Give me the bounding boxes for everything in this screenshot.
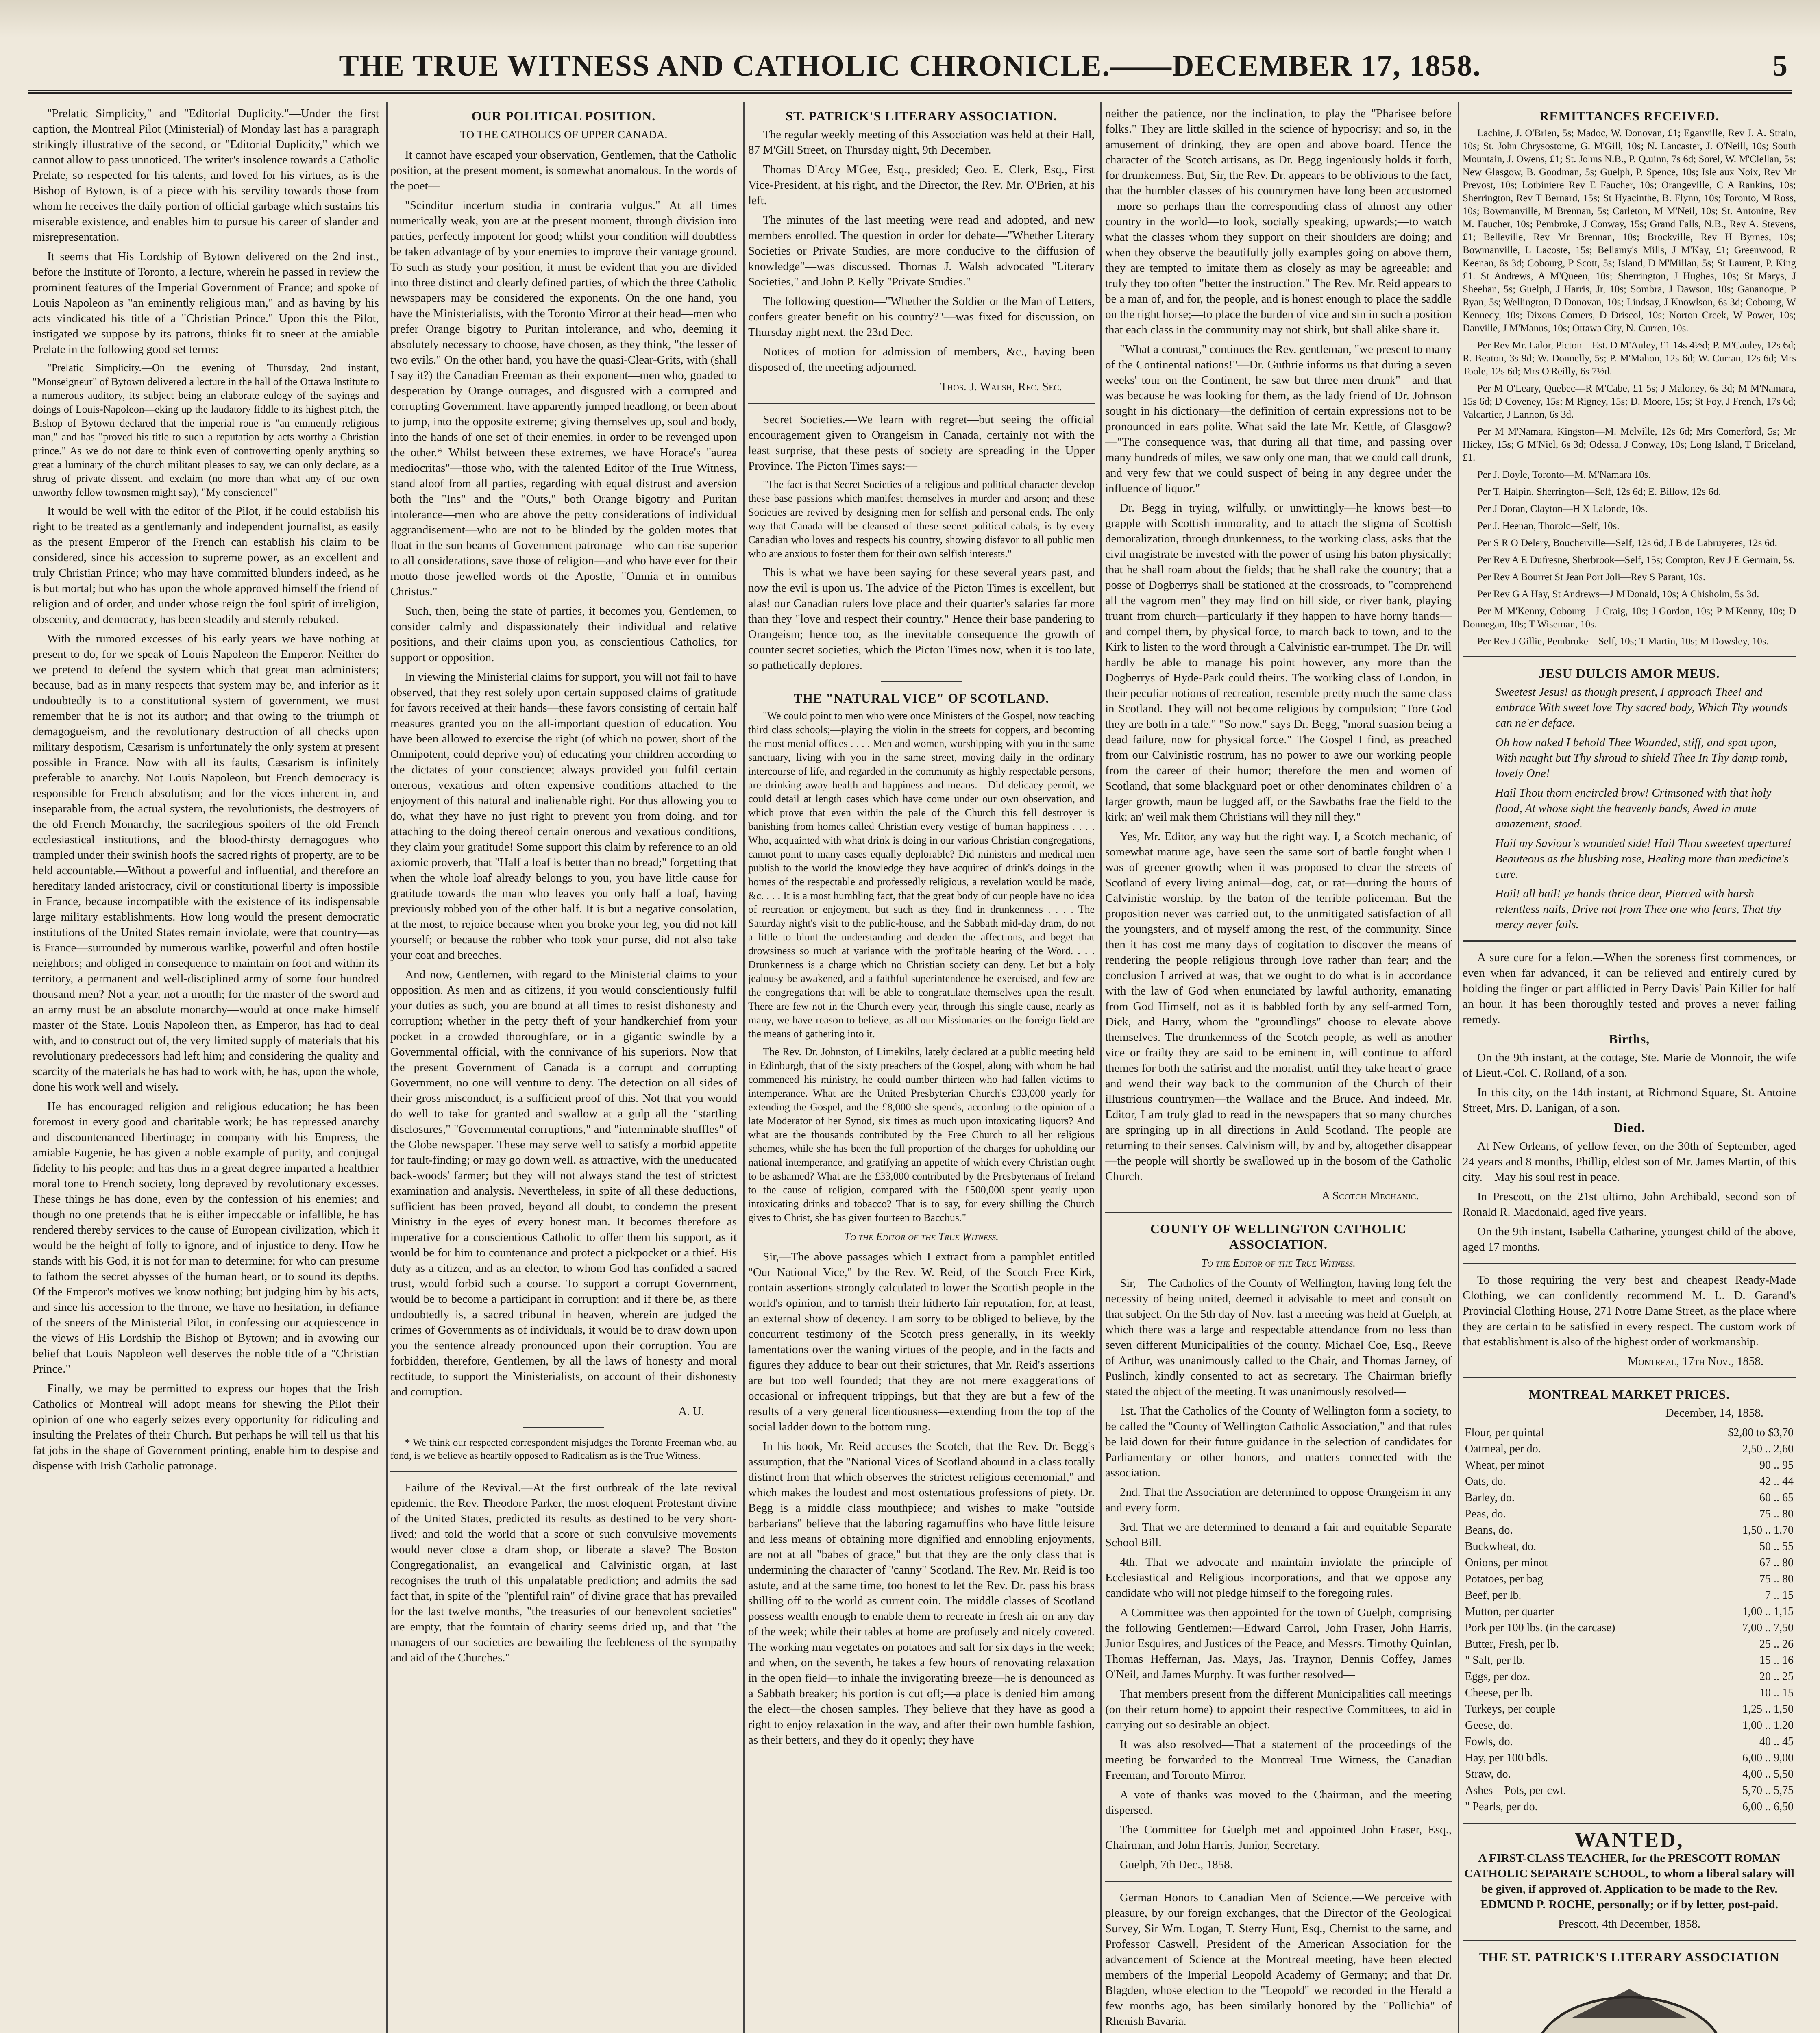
heading-natural-vice: THE "NATURAL VICE" OF SCOTLAND. [793,691,1049,705]
remittance-entry: Per Rev A E Dufresne, Sherbrook—Self, 15s; Compton, Rev J E Germain, 5s. [1477,555,1795,566]
signature: Thos. J. Walsh, Rec. Sec. [940,380,1062,393]
price-value: 90 .. 95 [1759,1459,1794,1471]
price-item: Hay, per 100 bdls. [1465,1752,1548,1764]
market-date: December, 14, 1858. [1665,1406,1763,1419]
death-notice: At New Orleans, of yellow fever, on the 30th of September, aged 24 years and 8 months, Phillip, eldest son of Mr. James Martin, of this city.—May his soul rest in peace. [1463,1140,1796,1184]
divider [1105,1881,1452,1882]
column-2 [390,106,737,2033]
price-value: 2,50 .. 2,60 [1742,1443,1794,1455]
table-row [1463,1750,1796,1766]
heading-market-prices: MONTREAL MARKET PRICES. [1528,1387,1730,1402]
column-1 [33,106,379,2033]
table-row [1463,1474,1796,1490]
divider [523,1427,604,1428]
paragraph: The minutes of the last meeting were read and adopted, and new members enrolled. The question in order for debate—"Whether Literary Societies or Private Studies, are more conducive to the diffusion of knowledge"—was discussed. Thomas J. Walsh advocated "Literary Societies," and John P. Kelly "Private Studies." [748,213,1095,288]
table-row [1463,1506,1796,1522]
price-value: 20 .. 25 [1759,1670,1794,1683]
remittance-entry: Per S R O Delery, Boucherville—Self, 12s 6d; J B de Labruyeres, 12s 6d. [1477,538,1777,549]
remittance-entry: Per M M'Namara, Kingston—M. Melville, 12s 6d; Mrs Comerford, 5s; Mr Hickey, 15s; G M'Niel, 6s 3d; Odessa, J Conway, 10s; Long Island, T Briceland, £1. [1463,426,1796,463]
article-prelatic-simplicity: "Prelatic Simplicity," and "Editorial Duplicity."—Under the first caption, the Montreal Pilot (Ministerial) of Monday last has a paragraph strikingly illustrative of the second, or "Editorial Duplicity," which we cannot allow to pass unnoticed. The writer's insolence towards a Catholic Prelate, so respected for his talents, and loved for his virtues, as is the Bishop of Bytown, is of a piece with his servility towards those from whom he receives the daily portion of official garbage which sustains his miserable existence, and enables him to pursue his career of slander and misrepresentation. [33,107,379,244]
subheading: To the Editor of the True Witness. [1201,1257,1356,1269]
table-row [1463,1457,1796,1474]
price-item: Pork per 100 lbs. (in the carcase) [1465,1622,1615,1634]
remittance-entry: Per M O'Leary, Quebec—R M'Cabe, £1 5s; J Maloney, 6s 3d; M M'Namara, 15s 6d; D Coveney, 15s; M Rigney, 15s; D. Moore, 15s; St Foy, J French, 17s 6d; Valcartier, J Lannon, 6s 3d. [1463,383,1796,420]
price-item: Buckwheat, do. [1465,1540,1536,1553]
remittance-entry: Per M M'Kenny, Cobourg—J Craig, 10s; J Gordon, 10s; P M'Kenny, 10s; D Donnegan, 10s; T Wiseman, 10s. [1463,606,1796,630]
table-row [1463,1685,1796,1701]
table-row [1463,1539,1796,1555]
paragraph: 2nd. That the Association are determined to oppose Orangeism in any and every form. [1105,1486,1452,1514]
price-item: Mutton, per quarter [1465,1605,1554,1618]
column-3 [748,106,1095,2033]
column-rule [386,102,388,2033]
price-value: 10 .. 15 [1759,1687,1794,1699]
paragraph: With the rumored excesses of his early years we have nothing at present to do, for we speak of Louis Napoleon the Emperor. Neither do we pretend to defend the system which that great man administers; because, bad as in many respects that system may be, and inferior as it undoubtedly is to a constitutional system of government, we must remember that he is not its author; and that owing to the triumph of demagogueism, and the revolutionary destruction of all checks upon military despotism, Cæsarism is unfortunately the only system at present possible in France. Now with all its faults, Cæsarism is infinitely preferable to anarchy. Not Louis Napoleon, but French democracy is responsible for French absolutism; and for the vices inherent in, and inseparable from, the actual system, the revolutionists, the destroyers of the old French Monarchy, the sacrilegious spoilers of the old French ecclesiastical institutions, and the blood-thirsty demagogues who trampled under their swinish hoofs the sacred rights of property, are to be held accountable.—Without a powerful and influential, and therefore an hereditary landed aristocracy, civil or constitutional liberty is impossible in France, because incompatible with the existence of its indispensable large military establishments. How long would the present democratic institutions of the United States remain inviolate, were that country—as is France—surrounded by numerous warlike, powerful and often hostile neighbors; and obliged in consequence to maintain on foot and within its territory, a permanent and well-disciplined army of some four hundred thousand men? Not a year, not a month; for the master of the sword and an army must be an absolute monarchy—would at once make himself master of the State. Louis Napoleon then, as Emperor, has had to deal with, and to construct out of, the very limited supply of materials that his revolutionary predecessors had left him; and considering the quality and scarcity of the materials he has had to work with, he has, upon the whole, done his work well and wisely. [33,632,379,1093]
price-item: Flour, per quintal [1465,1426,1544,1439]
remittance-entry: Per J Doran, Clayton—H X Lalonde, 10s. [1477,503,1648,514]
remittance-entry: Per Rev A Bourret St Jean Port Joli—Rev S Parant, 10s. [1477,572,1706,583]
table-row [1463,1425,1796,1441]
paragraph: Thomas D'Arcy M'Gee, Esq., presided; Geo. E. Clerk, Esq., First Vice-President, at his right, and the Director, the Rev. Mr. O'Brien, at his left. [748,163,1095,207]
table-row [1463,1799,1796,1815]
heading-political-position: OUR POLITICAL POSITION. [471,109,656,123]
divider [748,403,1095,404]
poem-stanza: Oh how naked I behold Thee Wounded, stiff, and spat upon, With naught but Thy shroud to shield Thee In Thy damp tomb, lovely One! [1495,736,1788,780]
price-value: 15 .. 16 [1759,1654,1794,1667]
birth-notice: In this city, on the 14th instant, at Richmond Square, St. Antoine Street, Mrs. D. Lanigan, of a son. [1463,1086,1796,1114]
price-value: 1,25 .. 1,50 [1742,1703,1794,1715]
paragraph: And now, Gentlemen, with regard to the Ministerial claims to your opposition. As men and as citizens, if you would conscientiously fulfil your duties as such, you are bound at all times to resist dishonesty and corruption; whether in the petty theft of your handkerchief from your pocket in a crowded thoroughfare, or in a gigantic swindle by a Governmental official, with the connivance of his superiors. Now that the present Government of Canada is a corrupt and corrupting Government, no one will venture to deny. The detection on all sides of their gross misconduct, is a sufficient proof of this. Not that you would do well to take for granted and swallow at a gulp all the "startling disclosures," "Governmental corruptions," and "interminable shuffles" of the Globe newspaper. These may serve well to satisfy a morbid appetite for fault-finding; or may go down well, as attractive, with the uneducated back-woods' farmer; but they will not always stand the test of strictest examination and analysis. Nevertheless, in spite of all these deductions, sufficient has been proved, beyond all doubt, to condemn the present Ministry in the eyes of every honest man. It becomes therefore as imperative for a conscientious Catholic to offer them his support, as it would be for him to countenance and protect a pickpocket or a thief. His duty as a citizen, and as an elector, to whom God has confided a sacred trust, would forbid such a course. To support a corrupt Government, would be to become a participant in corruption; and if there be, as there undoubtedly is, a sacred tribunal in heaven, wherein are judged the crimes of Governments as of individuals, it would be to draw down upon you the sentence already pronounced upon their corruption. You are forbidden, therefore, Gentlemen, by all the laws of honesty and moral rectitude, to support the Ministerialists, on account of their dishonesty and corruption. [390,968,737,1398]
paragraph: Dr. Begg in trying, wilfully, or unwittingly—he knows best—to grapple with Scottish immorality, and to attach the stigma of Scottish demoralization, through drunkenness, to the working class, asks that the civil magistrate be invested with the power of using his baton physically; that he shall roam about the fields; that he shall rake the country; that a posse of Dogberrys shall be stationed at the crossroads, to "comprehend all the vagrom men" they may find on hill side, or river bank, playing truant from church—particularly if they happen to have horny hands—and compel them, by physical force, to march back to town, and to the Kirk to listen to the word through a Calvinistic ear-trumpet. The Dr. will hardly be able to manage his point however, any more than the Dogberrys of Hyde-Park could theirs. The working class of London, in their peculiar notions of recreation, resemble pretty much the same class in Scotland. They will not become religious by compulsion; "Tore God they are both in a tale." "So now," says Dr. Begg, "moral suasion being a dead failure, now for physical force." The Gospel I find, as preached from our Calvinistic rostrum, has no power to awe our working people from the career of their humor; therefore the men and women of Scotland, that some blackguard poet or other denominates children o' a larger growth, maun be lugged aff, or the Sawbaths frae the field to the kirk; an' weil mak them Christians will they nill they." [1105,501,1452,823]
price-item: Fowls, do. [1465,1735,1513,1748]
signature: A Scotch Mechanic. [1321,1189,1419,1202]
paragraph: "What a contrast," continues the Rev. gentleman, "we present to many of the Continental nations!"—Dr. Guthrie informs us that during a seven weeks' tour on the Continent, he saw but three men drunk"—and that was because he was looking for them, as the lady friend of Dr. Johnson sought in his dictionary—the definition of certain expressions not to be pronounced in ears polite. What said the late Mr. Kettle, of Glasgow?—"The consequence was, that during all that time, and passing over many hundreds of miles, we saw only one man, that we could call drunk, and very few that we could suspect of being in any degree under the influence of liquor." [1105,343,1452,495]
paragraph: Yes, Mr. Editor, any way but the right way. I, a Scotch mechanic, of somewhat mature age, have seen the same sort of battle fought when I was of greener growth; when it was proposed to clear the streets of Scotland of every living animal—dog, cat, or rat—during the hours of Calvinistic worship, by the baton of the terrible policeman. But the proposition never was carried out, to the unmitigated satisfaction of all the youngsters, and of myself among the rest, of the community. Since then it has cost me many days of cogitation to discover the means of rendering the people religious through love rather than fear; and the conclusion I arrived at was, that we ought to do what is in accordance with the law of God when enunciated by lawful authority, emanating from God Himself, not as it is babbled forth by any self-armed Tom, Dick, and Harry, whom the "groundlings" choose to elevate above themselves. The drunkenness of the Scotch people, as well as another vice or frailty they are said to be eminent in, will continue to afford themes for both the satirist and the moralist, until they take heart o' grace and wend their way back to the communion of the Church of their illustrious countrymen—the Wallace and the Bruce. And indeed, Mr. Editor, I am truly glad to read in the newspapers that so many churches are springing up in all directions in Auld Scotland. The people are returning to their senses. Calvinism will, by and by, altogether disappear—the people will shortly be swallowed up in the bosom of the Catholic Church. [1105,830,1452,1183]
quoted-paragraph: "We could point to men who were once Ministers of the Gospel, now teaching third class schools;—playing the violin in the streets for coppers, and becoming the most menial offices . . . . Men and women, worshipping with you in the same sanctuary, living with you in the same street, moving daily in the ordinary intercourse of life, and regarded in the community as highly respectable persons, are drinking away health and happiness and means.—Did delicacy permit, we could detail at length cases which have come under our own observation, and which prove that even within the pale of the Church this fell destroyer is banishing from homes called Christian every vestige of human happiness . . . . Who, acquainted with what drink is doing in our various Christian congregations, cannot point to many cases equally deplorable? Did ministers and medical men publish to the world the knowledge they have acquired of drink's doings in the homes of the respectable and professedly religious, a revelation would be made, &c. . . . It is a most humbling fact, that the great body of our people have no idea of recreation or enjoyment, but such as they find in drunkenness . . . . The Saturday night's visit to the public-house, and the Sabbath mid-day dram, do not a little to blunt the understanding and deaden the affections, and beget that drowsiness so much at variance with the profitable hearing of the Word. . . . Drunkenness is a charge which no Christian society can deny. Let but a holy jealousy be awakened, and a faithful superintendence be exercised, and few are the congregations that will be able to congratulate themselves upon the result. There are few not in the Church every year, through this single cause, nearly as many, we have reason to believe, as all our Missionaries on the foreign field are the means of gathering into it. [748,710,1095,1040]
poem-stanza: Hail Thou thorn encircled brow! Crimsoned with that holy flood, At whose sight the heavenly bands, Awed in mute amazement, stood. [1495,786,1772,830]
table-row [1463,1604,1796,1620]
death-notice: On the 9th instant, Isabella Catharine, youngest child of the above, aged 17 months. [1463,1225,1796,1254]
divider [1463,1263,1796,1264]
notice-felon-cure: A sure cure for a felon.—When the soreness first commences, or even when far advanced, it can be relieved and entirely cured by holding the finger or part afflicted in Perry Davis' Pain Killer for half an hour. It has been thoroughly tested and proves a never failing remedy. [1463,951,1796,1026]
paragraph: It seems that His Lordship of Bytown delivered on the 2nd inst., before the Institute of Toronto, a lecture, wherein he passed in review the prominent features of the Imperial Government of France; and spoke of Louis Napoleon as "an eminently religious man," and as having by his acts vindicated his title of a "Christian Prince." Upon this the Pilot, instigated we suppose by its patrons, thinks fit to sneer at the amiable Prelate in the following good set terms:— [33,250,379,356]
heading-wellington-association: COUNTY OF WELLINGTON CATHOLIC ASSOCIATION. [1150,1221,1407,1252]
price-item: Turkeys, per couple [1465,1703,1556,1715]
footnote: * We think our respected correspondent misjudges the Toronto Freeman who, au fond, is we believe as heartily opposed to Radicalism as is the True Witness. [390,1437,737,1461]
heading-remittances: REMITTANCES RECEIVED. [1539,109,1719,123]
price-value: 60 .. 65 [1759,1491,1794,1504]
poem-stanza: Hail! all hail! ye hands thrice dear, Pierced with harsh relentless nails, Drive not from Thee one who fears, That thy mercy never fails. [1495,887,1781,931]
paragraph: "Scinditur incertum studia in contraria vulgus." At all times numerically weak, you are at the present moment, through division into parties, perfectly impotent for good; whilst your condition will doubtless be taken advantage of by your enemies to improve their vantage ground. To such as study your position, it must be evident that you are divided into three distinct and clearly defined parties, of which the three Catholic newspapers may be considered the exponents. On the one hand, you have the Ministerialists, with the Toronto Mirror at their head—men who prefer Orange bigotry to Puritan intolerance, and who, deeming it absolutely necessary to choose, have chosen, as they think, "the lesser of two evils." On the other hand, you have the quasi-Clear-Grits, with (shall I say it?) the Canadian Freeman as their exponent—men who, goaded to desperation by Orange outrages, and disgusted with a corrupted and corrupting Government, have apparently jumped headlong, or been about to jump, into the opposite extreme; giving themselves up, soul and body, into the hands of one set of their enemies, in order to be revenged upon the other.* Whilst between these extremes, we have Horace's "aurea mediocritas"—those who, with the talented Editor of the True Witness, stand aloof from all parties, regarding with equal distrust and aversion both the "Ins" and the "Outs," both Orange bigotry and Puritan intolerance—men who are above the petty considerations of individual aggrandisement—who are not to be blinded by the golden motes that float in the sun beams of Government patronage—who can rise superior to all considerations, save those of religion—and who have ever for their motto those jewelled words of the Apostle, "Omnia et in omnibus Christus." [390,199,737,598]
paragraph: Sir,—The Catholics of the County of Wellington, having long felt the necessity of being united, deemed it advisable to meet and consult on that subject. On the 5th day of Nov. last a meeting was held at Guelph, at which there was a large and respectable attendance from no less than seven different Municipalities of the county. Michael Coe, Esq., Reeve of Arthur, was unanimously called to the Chair, and Thomas Jarney, of Puslinch, kindly consented to act as secretary. The Chairman briefly stated the object of the meeting. It was unanimously resolved— [1105,1277,1452,1398]
price-value: 6,00 .. 6,50 [1742,1800,1794,1813]
column-rule [743,102,745,2033]
association-emblem-engraving [1524,1973,1735,2033]
poem-title: JESU DULCIS AMOR MEUS. [1539,666,1720,681]
price-item: Oats, do. [1465,1475,1506,1488]
column-rule [1100,102,1102,2033]
paragraph: It would be well with the editor of the Pilot, if he could establish his right to be treated as a gentlemanly and independent journalist, as easily as the present Emperor of the French can establish his claim to be considered, since his accession to supreme power, as an excellent and truly Christian Prince; who may have committed blunders indeed, as he is but mortal; but who has upon the whole approved himself the friend of religion and of order, and under whose reign the foul spirit of irreligion, obscenity, and democracy, has been steadily and sternly rebuked. [33,505,379,626]
paragraph: A Committee was then appointed for the town of Guelph, comprising the following Gentlemen:—Edward Carrol, John Fraser, John Harris, Junior Esquires, and Justices of the Peace, and Messrs. Timothy Quinlan, Thomas Heffernan, Jas. Mays, Jas. Traynor, Dennis Coffey, James O'Neil, and James Murphy. It was further resolved— [1105,1606,1452,1681]
column-rule [1458,102,1459,2033]
divider [1105,1212,1452,1213]
quoted-paragraph: "The fact is that Secret Societies of a religious and political character develop these base passions which manifest themselves in murder and arson; and these Societies are revived by designing men for selfish and personal ends. The only way that Canada will be cleansed of these secret political cabals, is by every Canadian who loves and respects his country, showing disfavor to all public men who are anxious to foster them for their own selfish interests." [748,479,1095,559]
paragraph: Notices of motion for admission of members, &c., having been disposed of, the meeting adjourned. [748,345,1095,374]
price-value: 5,70 .. 5,75 [1742,1784,1794,1797]
birth-notice: On the 9th instant, at the cottage, Ste. Marie de Monnoir, the wife of Lieut.-Col. C. Rolland, of a son. [1463,1051,1796,1080]
paragraph: In his book, Mr. Reid accuses the Scotch, that the Rev. Dr. Begg's assumption, that the "National Vices of Scotland abound in a class totally distinct from that which observes the strictest religious ceremonial," and which makes the loudest and most ostentatious professions of piety. Dr. Begg is a middle class mouthpiece; and wishes to make "outside barbarians" believe that the laboring ragamuffins who have little leisure and less means of obtaining more dignified and ennobling enjoyments, are not at all "babes of grace," but that they are the only class that is undermining the character of "canny" Scotland. The Rev. Mr. Reid is too astute, and at the same time, too honest to let the Rev. Dr. pass his brass shilling off to the world as current coin. The middle classes of Scotland possess wealth enough to enable them to recreate in fresh air on any day of the week; while their tables at home are profusely and nicely covered. The working man vegetates on potatoes and salt for six days in the week; and when, on the seventh, he takes a few hours of renovating relaxation in the open field—to inhale the invigorating breeze—he is denounced as a Sabbath breaker; his portion is cut off;—a place is denied him among the elect—the chosen samples. They believe that they have as good a right to enjoy relaxation in the way, and after their own humble fashion, as their betters, and they do it openly; they have [748,1440,1095,1746]
remittance-entry: Per Rev G A Hay, St Andrews—J M'Donald, 10s; A Chisholm, 5s 3d. [1477,589,1759,600]
dateline: Guelph, 7th Dec., 1858. [1120,1858,1233,1871]
heading-st-patricks: ST. PATRICK'S LITERARY ASSOCIATION. [786,109,1057,123]
paragraph: 4th. That we advocate and maintain inviolate the principle of Ecclesiastical and Religious incorporations, and that we oppose any candidate who will not pledge himself to the foregoing rules. [1105,1556,1452,1600]
heading-association-notice: THE ST. PATRICK'S LITERARY ASSOCIATION [1479,1950,1780,1964]
table-row [1463,1652,1796,1669]
market-prices-table [1463,1425,1796,1815]
paragraph: The Committee for Guelph met and appointed John Fraser, Esq., Chairman, and John Harris, Junior, Secretary. [1105,1823,1452,1852]
signature: A. U. [678,1405,704,1418]
divider [881,681,962,682]
paragraph: The following question—"Whether the Soldier or the Man of Letters, confers greater benefit on his country?"—was fixed for discussion, on Thursday night next, the 23rd Dec. [748,295,1095,339]
table-row [1463,1587,1796,1604]
paragraph: That members present from the different Municipalities call meetings (on their return home) to appoint their respective Committees, to aid in carrying out so desirable an object. [1105,1687,1452,1731]
masthead-title: THE TRUE WITNESS AND CATHOLIC CHRONICLE.——DECEMBER 17, 1858. [339,49,1481,83]
price-item: Wheat, per minot [1465,1459,1545,1471]
price-item: Barley, do. [1465,1491,1515,1504]
remittance-entry: Per T. Halpin, Sherrington—Self, 12s 6d; E. Billow, 12s 6d. [1477,486,1721,497]
divider [1463,1940,1796,1941]
price-item: Peas, do. [1465,1508,1506,1520]
price-value: $2,80 to $3,70 [1728,1426,1794,1439]
price-value: 75 .. 80 [1759,1573,1794,1585]
column-5 [1463,106,1796,2033]
paragraph: Such, then, being the state of parties, it becomes you, Gentlemen, to consider calmly and dispassionately their individual and relative positions, and their claims upon you, as conscientious Catholics, for support or opposition. [390,605,737,664]
page-number: 5 [1772,49,1787,83]
table-row [1463,1522,1796,1539]
price-value: 75 .. 80 [1759,1508,1794,1520]
price-item: Oatmeal, per do. [1465,1443,1541,1455]
death-notice: In Prescott, on the 21st ultimo, John Archibald, second son of Ronald R. Macdonald, aged five years. [1463,1190,1796,1219]
divider [1463,656,1796,657]
heading-died: Died. [1613,1120,1645,1135]
paragraph: 3rd. That we are determined to demand a fair and equitable Separate School Bill. [1105,1521,1452,1549]
paragraph: This is what we have been saying for these several years past, and now the evil is upon us. The advice of the Picton Times is excellent, but alas! our Canadian rulers love place and their quarter's salaries far more than they "love and respect their country." Hence their base pandering to Orangeism; hence too, as the inevitable consequence the growth of counter secret societies, which the Picton Times now, when it is too late, so pathetically deplores. [748,566,1095,672]
remittance-entry: Per Rev J Gillie, Pembroke—Self, 10s; T Martin, 10s; M Dowsley, 10s. [1477,636,1769,647]
price-value: 1,00 .. 1,20 [1742,1719,1794,1732]
quoted-paragraph: The Rev. Dr. Johnston, of Limekilns, lately declared at a public meeting held in Edinburgh, that of the sixty preachers of the Gospel, along with whom he had commenced his ministry, he could number thirteen who had fallen victims to intemperance. What are the United Presbyterian Church's £33,000 yearly for extending the Gospel, and the £8,000 she spends, according to the opinion of a late Moderator of her Synod, six times as much upon intoxicating liquors? And what are the thousands contributed by the Free Church to all her religious schemes, while she has been the full proportion of the charges for upholding our national intemperance, and gratifying an appetite of which every Christian ought to be ashamed? What are the £33,000 contributed by the Presbyterians of Ireland to the cause of religion, compared with the £500,000 spent yearly upon intoxicating drinks and tobacco? That is to say, for every shilling the Church gives to Christ, she has given fourteen to Bacchus." [748,1046,1095,1223]
masthead [28,45,1792,94]
paragraph: It was also resolved—That a statement of the proceedings of the meeting be forwarded to the Montreal True Witness, the Canadian Freeman, and Toronto Mirror. [1105,1738,1452,1782]
price-item: Ashes—Pots, per cwt. [1465,1784,1566,1797]
table-row [1463,1555,1796,1571]
paragraph: The regular weekly meeting of this Association was held at their Hall, 87 M'Gill Street, on Thursday night, 9th December. [748,128,1095,157]
price-value: 4,00 .. 5,50 [1742,1768,1794,1781]
price-item: " Salt, per lb. [1465,1654,1525,1667]
advert-wanted-teacher: A FIRST-CLASS TEACHER, for the PRESCOTT ROMAN CATHOLIC SEPARATE SCHOOL, to whom a liberal salary will be given, if approved of. Application to be made to the Rev. EDMUND P. ROCHE, personally; or if by letter, post-paid. [1464,1852,1794,1911]
table-row [1463,1490,1796,1506]
price-value: 50 .. 55 [1759,1540,1794,1553]
paragraph: It cannot have escaped your observation, Gentlemen, that the Catholic position, at the present moment, is somewhat anomalous. In the words of the poet— [390,148,737,192]
dateline: Montreal, 17th Nov., 1858. [1628,1355,1763,1368]
table-row [1463,1783,1796,1799]
advert-clothing: To those requiring the very best and cheapest Ready-Made Clothing, we can confidently recommend M. L. D. Garand's Provincial Clothing House, 271 Notre Dame Street, as the place where they are certain to be satisfied in every respect. The custom work of that establishment is also of the highest order of workmanship. [1463,1273,1796,1348]
poem-stanza: Sweetest Jesus! as though present, I approach Thee! and embrace With sweet love Thy sacred body, Which Thy wounds can ne'er deface. [1495,686,1787,729]
table-row [1463,1636,1796,1652]
table-row [1463,1620,1796,1636]
divider [1463,1377,1796,1378]
divider [390,1471,737,1472]
article-german-honors: German Honors to Canadian Men of Science.—We perceive with pleasure, by our foreign exchanges, that the Director of the Geological Survey, Sir Wm. Logan, T. Sterry Hunt, Esq., Chemist to the same, and Professor Caswell, President of the American Association for the advancement of Science at the Montreal meeting, have been elected members of the Imperial Leopold Academy of Germany; and that Dr. Blagden, whose election to the "Leopold" we recorded in the Herald a few months ago, has been similarly honored by the "Pollichia" of Rhenish Bavaria. [1105,1891,1452,2028]
page-top-edge [0,0,1820,37]
remittance-entry: Per J. Doyle, Toronto—M. M'Namara 10s. [1477,469,1651,480]
price-value: 6,00 .. 9,00 [1742,1752,1794,1764]
column-4 [1105,106,1452,2033]
paragraph: neither the patience, nor the inclination, to play the "Pharisee before folks." They are little skilled in the science of hypocrisy; and so, in the amusement of drinking, they are open and above board. Hence the character of the Scotch artisans, as Dr. Begg ingeniously holds it forth, for drunkenness. But, Sir, the Rev. Dr. appears to be oblivious to the fact, that the humbler classes of his countrymen have long been accustomed—more so perhaps than the corresponding class of almost any other country in the world—to look, socially speaking, upwards;—to watch what the classes whom they support on their shoulders are doing; and when they observe the beautifully jolly examples going on above them, they are tempted to imitate them as closely as may be agreeable; and truly they too often "better the instruction." The Rev. Mr. Reid appears to be a man of, and for, the people, and is honest enough to place the saddle on the right horse;—to place the burden of vice and sin in such a position that each class in the community may not shirk, but shall alike share it. [1105,107,1452,336]
paragraph: In viewing the Ministerial claims for support, you will not fail to have observed, that they rest solely upon certain supposed claims of gratitude for favors received at their hands—these favors consisting of certain half measures granted you on the all-important question of education. You have been allowed to exercise the right (of which no power, short of the Omnipotent, could deprive you) of educating your children according to the dictates of your conscience; always provided you fulfil certain onerous, vexatious and often expensive conditions attached to the enjoyment of this natural and inalienable right. For thus allowing you to do, what they have no just right to prevent you from doing, and for attaching to the doing thereof certain onerous and vexatious conditions, they claim your gratitude! Some support this claim by reference to an old axiomic proverb, that "Half a loaf is better than no bread;" forgetting that when the whole loaf already belongs to you, you have little cause for gratitude towards the man who leaves you only half a loaf, having previously robbed you of the other half. It is but a negative consolation, at the most, to rejoice because when you broke your leg, you did not kill yourself; or because the robber who took your purse, did not also take your coat and breeches. [390,670,737,962]
table-row [1463,1441,1796,1457]
heading-wanted: WANTED, [1574,1828,1684,1852]
paragraph: Finally, we may be permitted to express our hopes that the Irish Catholics of Montreal will adopt means for shewing the Pilot their opinion of one who eagerly seizes every opportunity for ridiculing and insulting the Prelates of their Church. But perhaps he will tell us that his fat jobs in the shape of Government printing, enable him to despise and dispense with Irish Catholic patronage. [33,1382,379,1472]
price-item: Potatoes, per bag [1465,1573,1544,1585]
table-row [1463,1669,1796,1685]
table-row [1463,1717,1796,1734]
table-row [1463,1571,1796,1587]
article-failure-of-revival: Failure of the Revival.—At the first outbreak of the late revival epidemic, the Rev. Theodore Parker, the most eloquent Protestant divine of the United States, predicted its results as destined to be very short-lived; and told the world that a score of such convulsive movements would never close a dram shop, or liberate a slave? The Boston Congregationalist, an evangelical and Calvinistic organ, at last recognises the truth of this unpalatable prediction; and admits the sad fact that, in spite of the "plentiful rain" of divine grace that has prevailed for the last twelve months, "the treasuries of our benevolent societies" are empty, that the fountain of charity seems dried up, and that "the managers of our societies are bewailing the feebleness of the sympathy and aid of the Churches." [390,1481,737,1664]
price-value: 1,50 .. 1,70 [1742,1524,1794,1537]
paragraph: Sir,—The above passages which I extract from a pamphlet entitled "Our National Vice," by the Rev. W. Reid, of the Scotch Free Kirk, contain assertions strongly calculated to lower the Scottish people in the world's opinion, and to tarnish their hitherto fair reputation, for, at least, an external show of decency. I am sorry to be obliged to believe, by the concurrent testimony of the Scotch press generally, in its weekly lamentations over the waning virtues of the people, and in the facts and figures they adduce to bear out their strictures, that Mr. Reid's assertions are but too well founded; that they are not mere exaggerations of occasional or infrequent trippings, but that they are but a few of the results of a very general licentiousness—extending from the top of the social ladder down to the bottom rung. [748,1250,1095,1433]
paragraph: He has encouraged religion and religious education; he has been foremost in every good and charitable work; he has repressed anarchy and discountenanced libertinage; in company with his Empress, the amiable Eugenie, he has given a noble example of purity, and conjugal fidelity to his people; and has thus in a great degree imparted a healthier moral tone to French society, long depraved by revolutionary excesses. These things he has done, even by the confession of his enemies; and though no one pretends that he is either impeccable or infallible, he has rendered thereby services to the cause of European civilization, which it would be the height of folly to ignore, and of injustice to deny. How he stands with his God, it is not for man to determine; for who can presume to fathom the secret abysses of the human heart, or to sound its depths. Of the Emperor's motives we know nothing; but judging him by his acts, and since his accession to the throne, we have no hesitation, in defiance of the sneers of the Ministerial Pilot, in confessing our acquiescence in the views of His Lordship the Bishop of Bytown; and in avowing our belief that Louis Napoleon well deserves the noble title of a "Christian Prince." [33,1100,379,1376]
heading-births: Births, [1609,1032,1650,1046]
remittance-entry: Per J. Heenan, Thorold—Self, 10s. [1477,520,1620,531]
price-item: Geese, do. [1465,1719,1513,1732]
price-item: Beans, do. [1465,1524,1513,1537]
paragraph: 1st. That the Catholics of the County of Wellington form a society, to be called the "County of Wellington Catholic Association," and that rules be laid down for their future guidance in the selection of candidates for Parliamentary or other honors, and matters connected with the association. [1105,1404,1452,1479]
subheading: TO THE CATHOLICS OF UPPER CANADA. [459,128,668,141]
price-value: 67 .. 80 [1759,1556,1794,1569]
divider [1463,1823,1796,1824]
table-row [1463,1734,1796,1750]
divider [1463,940,1796,942]
paragraph: A vote of thanks was moved to the Chairman, and the meeting dispersed. [1105,1788,1452,1817]
price-item: Cheese, per lb. [1465,1687,1533,1699]
poem-stanza: Hail my Saviour's wounded side! Hail Thou sweetest aperture! Beauteous as the blushing rose, Healing more than medicine's cure. [1495,837,1792,881]
price-value: 40 .. 45 [1759,1735,1794,1748]
table-row [1463,1766,1796,1783]
price-value: 25 .. 26 [1759,1638,1794,1650]
price-item: " Pearls, per do. [1465,1800,1538,1813]
remittance-entry: Per Rev Mr. Lalor, Picton—Est. D M'Auley, £1 14s 4½d; P. M'Cauley, 12s 6d; R. Beaton, 3s 9d; W. Donnelly, 5s; P. M'Mahon, 12s 6d; W. Curran, 12s 6d; Mrs Toole, 12s 6d; Mrs O'Reilly, 6s 7½d. [1463,340,1796,377]
price-value: 1,00 .. 1,15 [1742,1605,1794,1618]
dateline: Prescott, 4th December, 1858. [1558,1918,1700,1931]
article-secret-societies: Secret Societies.—We learn with regret—but seeing the official encouragement given to Orangeism in Canada, certainly not with the least surprise, that these pests of society are spreading in the Upper Province. The Picton Times says:— [748,413,1095,472]
price-item: Straw, do. [1465,1768,1511,1781]
remittance-list: Lachine, J. O'Brien, 5s; Madoc, W. Donovan, £1; Eganville, Rev J. A. Strain, 10s; St. John Chrysostome, G. M'Gill, 10s; N. Lancaster, J. O'Neill, 10s; South Mountain, J. Owens, £1; St. Johns N.B., P. Q.uinn, 7s 6d; Sorel, W. M'Clellan, 5s; New Glasgow, B. Goodman, 5s; Guelph, P. Spence, 10s; Isle aux Noix, Rev Mr Prevost, 10s; Lotbiniere Rev E Faucher, 10s; Orangeville, C A Rankins, 10s; Sherrington, Rev T Bernard, 15s; St Hyacinthe, B. Flynn, 10s; Toronto, M Ross, 10s; Bowmanville, M Brennan, 5s; Carleton, M M'Neil, 10s; St. Antonine, Rev M. Faucher, 10s; Pembroke, J Conway, 15s; Grand Falls, N.B., Rev A. Stevens, £1; Belleville, Rev Mr Brennan, 10s; Brockville, Rev H Byrnes, 10s; Bowmanville, L Lacoste, 15s; Bellamy's Mills, J M'Kay, £1; Greenwood, R Keenan, 6s 3d; Cobourg, P Scott, 5s; Island, D M'Millan, 5s; St Laurent, P. King £1. St Andrews, A M'Queen, 10s; Sherrington, J Hughes, 10s; St Marys, J Sheehan, 5s; Guelph, J Harris, Jr, 10s; Sombra, J Dawson, 10s; Gananoque, P Ryan, 5s; Wellington, D Donovan, 10s; Lindsay, J Knowlson, 6s 3d; Cobourg, W Kennedy, 10s; Dixons Corners, D Driscol, 10s; Norton Creek, W Power, 10s; Danville, J M'Manus, 10s; Ottawa City, N. Curren, 10s. [1463,128,1796,334]
price-value: 7,00 .. 7,50 [1742,1622,1794,1634]
price-item: Beef, per lb. [1465,1589,1522,1602]
quoted-paragraph: "Prelatic Simplicity.—On the evening of Thursday, 2nd instant, "Monseigneur" of Bytown delivered a lecture in the hall of the Ottawa Institute to a numerous auditory, its subject being an elaborate eulogy of the sayings and doings of Louis-Napoleon—eking up the laudatory fiddle to its highest pitch, the Bishop of Bytown declared that the imperial roue is "an eminently religious man," and has "proved his title to such a reputation by acts worthy a Christian prince." As we do not dare to think even of controverting openly anything so great a luminary of the church militant pleases to say, we can only declare, as a shrug of private dissent, and exclaim (no more than what any of our own unworthy fellow townsmen might say), "My conscience!" [33,362,379,498]
price-value: 42 .. 44 [1759,1475,1794,1488]
subheading: To the Editor of the True Witness. [844,1230,999,1243]
price-item: Onions, per minot [1465,1556,1548,1569]
table-row [1463,1701,1796,1717]
price-item: Eggs, per doz. [1465,1670,1530,1683]
price-value: 7 .. 15 [1765,1589,1794,1602]
price-item: Butter, Fresh, per lb. [1465,1638,1559,1650]
